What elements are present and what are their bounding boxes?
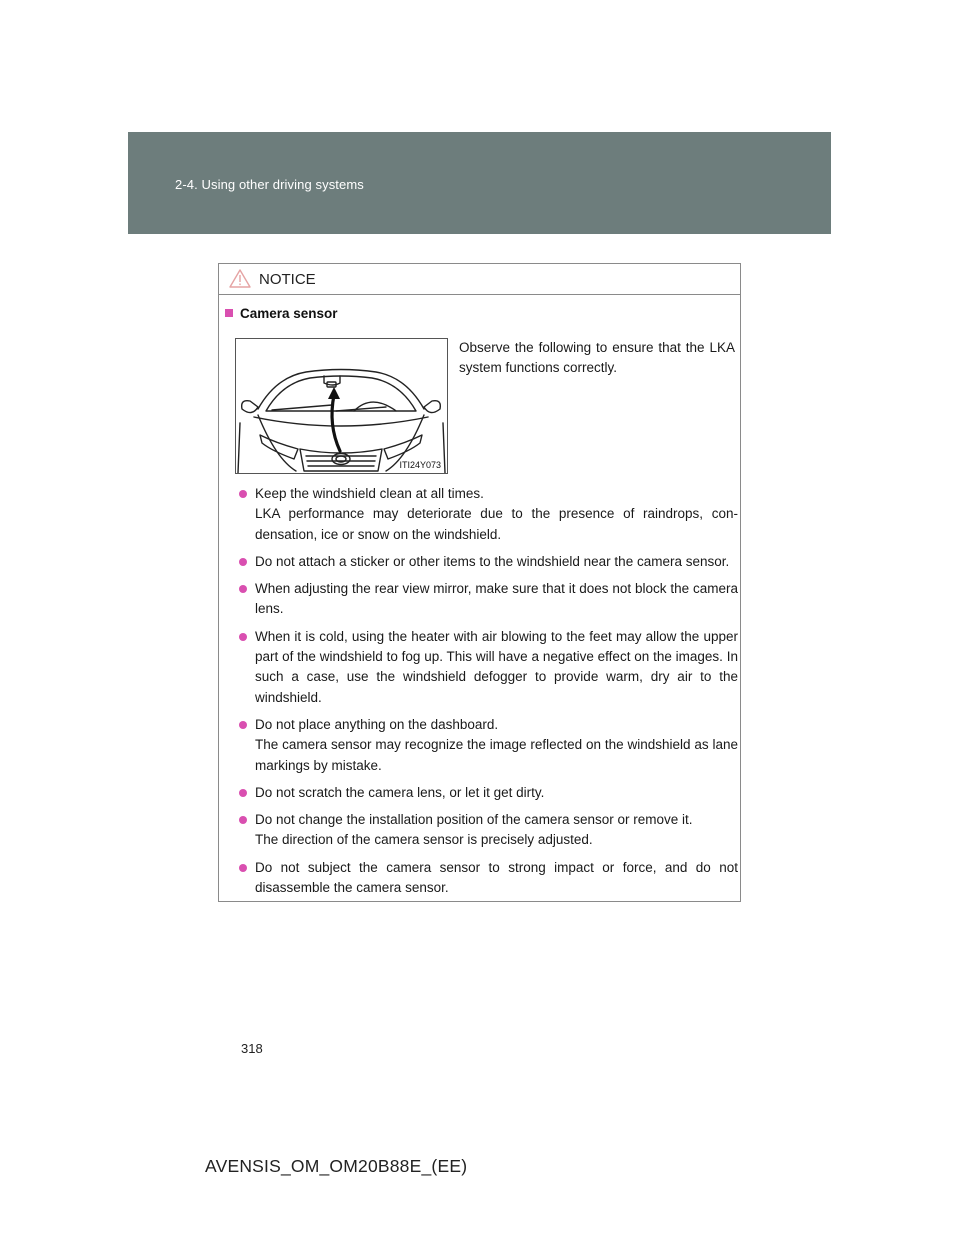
notice-title: NOTICE	[259, 271, 316, 288]
square-bullet-icon	[225, 309, 233, 317]
round-bullet-icon	[239, 721, 247, 729]
notice-box	[218, 263, 741, 902]
section-header-band	[128, 132, 831, 234]
heading-text: Camera sensor	[240, 306, 338, 321]
intro-text: Observe the following to ensure that the LKA system functions correctly.	[459, 340, 735, 375]
notice-header	[219, 264, 740, 295]
list-item: Do not place anything on the dashboard. The camera sensor may recognize the image reflected on the windshield as lane markings by mistake.	[225, 715, 738, 776]
round-bullet-icon	[239, 558, 247, 566]
page-number: 318	[241, 1041, 263, 1056]
car-front-illustration	[236, 339, 447, 473]
round-bullet-icon	[239, 633, 247, 641]
figure-code: ITI24Y073	[399, 460, 441, 470]
round-bullet-icon	[239, 789, 247, 797]
list-item: Do not change the installation position of the camera sensor or remove it. The direction of the camera sensor is precisely adjusted.	[225, 810, 738, 851]
list-item: Do not subject the camera sensor to strong impact or force, and do not disassemble the camera sensor.	[225, 858, 738, 899]
document-code: AVENSIS_OM_OM20B88E_(EE)	[205, 1156, 468, 1176]
round-bullet-icon	[239, 490, 247, 498]
camera-sensor-figure	[235, 338, 448, 474]
list-item: Do not scratch the camera lens, or let it get dirty.	[225, 783, 738, 803]
list-item: When adjusting the rear view mirror, make sure that it does not block the camera lens.	[225, 579, 738, 620]
list-item: Do not attach a sticker or other items to the windshield near the camera sensor.	[225, 552, 738, 572]
list-item: When it is cold, using the heater with air blowing to the feet may allow the upper part of the windshield to fog up. This will have a negative effect on the images. In such a case, use the windshield defogger to provide warm, dry air to the windshield.	[225, 627, 738, 708]
round-bullet-icon	[239, 816, 247, 824]
list-item: Keep the windshield clean at all times. LKA performance may deteriorate due to the presence of raindrops, con-densation, ice or snow on the windshield.	[225, 484, 738, 545]
bullet-list	[225, 484, 738, 905]
round-bullet-icon	[239, 864, 247, 872]
warning-triangle-icon	[229, 269, 251, 293]
round-bullet-icon	[239, 585, 247, 593]
section-title: 2-4. Using other driving systems	[175, 177, 364, 192]
camera-sensor-heading	[225, 306, 338, 321]
